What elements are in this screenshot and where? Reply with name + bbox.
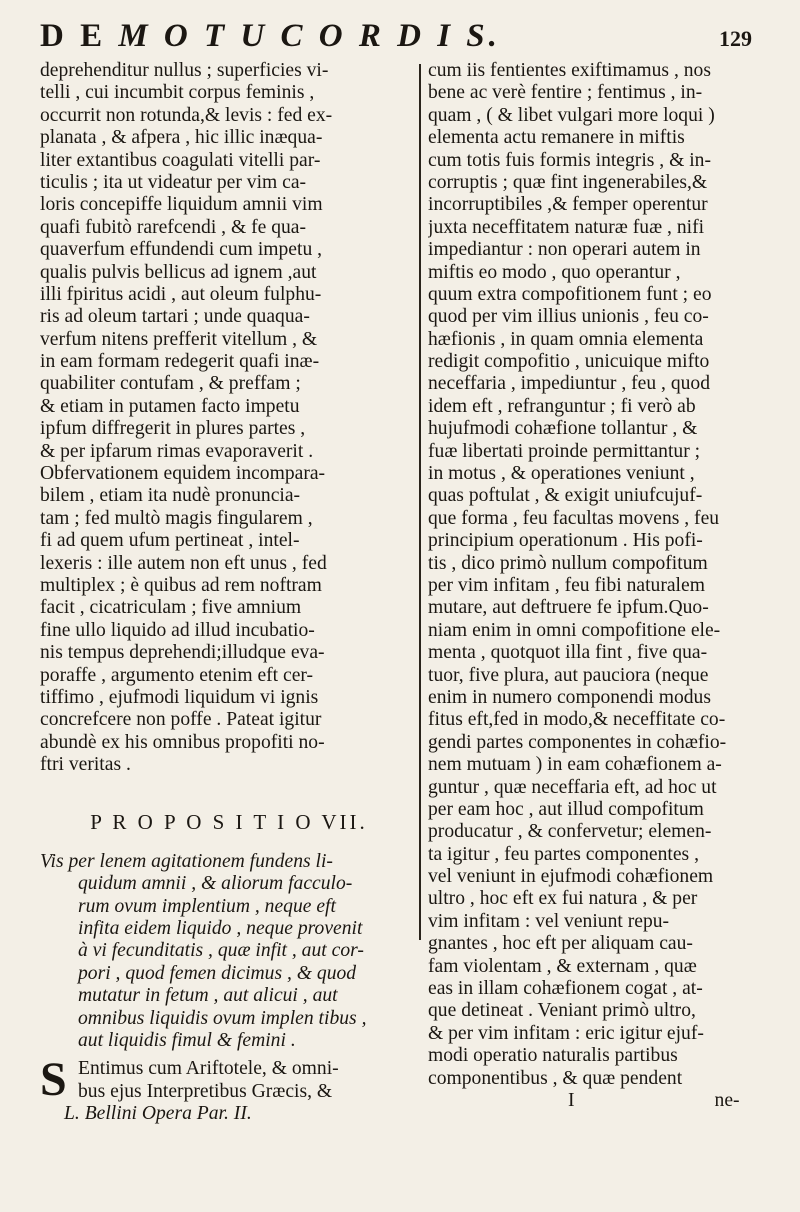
text-line: & per vim infitam : eric igitur ejuf- [428, 1022, 704, 1044]
proposition-line: mutatur in fetum , aut alicui , aut [78, 985, 338, 1007]
proposition-line: omnibus liquidis ovum implen tibus , [78, 1007, 367, 1029]
text-line: fine ullo liquido ad illud incubatio- [40, 619, 315, 641]
text-line: concrefcere non poffe . Pateat igitur [40, 709, 322, 731]
text-line: fuæ libertati proinde permittantur ; [428, 440, 701, 462]
text-line: cum iis fentientes exiftimamus , nos [428, 60, 711, 81]
text-line: vim infitam : vel veniunt repu- [428, 910, 670, 932]
text-line: componentibus , & quæ pendent [428, 1067, 683, 1089]
text-line: qualis pulvis bellicus ad ignem ,aut [40, 261, 317, 283]
text-line: gendi partes componentes in cohæfio- [428, 731, 727, 753]
text-line: facit , cicatriculam ; five amnium [40, 597, 302, 619]
text-line: enim in numero componendi modus [428, 686, 711, 708]
text-line: liter extantibus coagulati vitelli par- [40, 149, 321, 171]
text-line: niam enim in omni compofitione ele- [428, 619, 721, 641]
text-line: quam , ( & libet vulgari more loqui ) [428, 104, 715, 126]
text-line: poraffe , argumento etenim eft cer- [40, 664, 314, 686]
text-line: menta , quotquot illa fint , five qua- [428, 642, 708, 664]
text-line: tiffimo , ejufmodi liquidum vi ignis [40, 686, 319, 708]
left-column [40, 60, 418, 1126]
text-line: multiplex ; è quibus ad rem noftram [40, 574, 322, 596]
text-line: quod per vim illius unionis , feu co- [428, 306, 709, 328]
text-line: Obfervationem equidem incompara- [40, 463, 326, 485]
text-line: occurrit non rotunda,& levis : fed ex- [40, 104, 333, 126]
text-line: idem eft , refranguntur ; fi verò ab [428, 395, 696, 417]
text-line: miftis eo modo , quo operantur , [428, 261, 681, 283]
text-line: lexeris : ille autem non eft unus , fed [40, 552, 327, 574]
text-line: loris concepiffe liquidum amnii vim [40, 194, 323, 216]
text-line: per vim infitam , feu fibi naturalem [428, 574, 705, 596]
text-line: tis , dico primò nullum compofitum [428, 552, 708, 574]
text-line: corruptis ; quæ fint ingenerabiles,& [428, 171, 708, 193]
proposition-statement [40, 851, 418, 1053]
text-line: gnantes , hoc eft per aliquam cau- [428, 933, 693, 955]
catchword-line [428, 1090, 770, 1112]
text-line: ftri veritas . [40, 754, 131, 776]
text-line: quas poftulat , & exigit uniufcujuf- [428, 485, 703, 507]
text-line: producatur , & confervetur; elemen- [428, 821, 712, 843]
text-line: incorruptibiles ,& femper operentur [428, 194, 708, 216]
text-line: modi operatio naturalis partibus [428, 1045, 678, 1067]
text-line: fitus eft,fed in modo,& neceffitate co- [428, 709, 726, 731]
running-title-rest: M O T U C O R D I S. [106, 18, 501, 54]
text-line: que forma , feu facultas movens , feu [428, 507, 720, 529]
text-line: impediantur : non operari autem in [428, 239, 701, 261]
text-line: fi ad quem ufum pertineat , intel- [40, 530, 300, 552]
proposition-line: pori , quod femen dicimus , & quod [78, 962, 357, 984]
text-line: abundè ex his omnibus propofiti no- [40, 731, 325, 753]
proposition-line: quidum amnii , & aliorum facculo- [78, 873, 353, 895]
text-line: que detineat . Veniant primò ultro, [428, 1000, 696, 1022]
text-line: principium operationum . His pofi- [428, 530, 703, 552]
proposition-line: rum ovum implentium , neque eft [78, 895, 336, 917]
text-line: in motus , & operationes veniunt , [428, 463, 695, 485]
text-line: ta igitur , feu partes componentes , [428, 843, 699, 865]
text-line: elementa actu remanere in miftis [428, 127, 685, 149]
text-line: illi fpiritus acidi , aut oleum fulphu- [40, 283, 322, 305]
text-line: quum extra compofitionem funt ; eo [428, 283, 712, 305]
text-line: verfum nitens prefferit vitellum , & [40, 328, 318, 350]
proposition-heading: P R O P O S I T I O VII. [90, 809, 368, 834]
text-line: vel veniunt in ejufmodi cohæfionem [428, 866, 714, 888]
text-line: quafi fubitò rarefcendi , & fe qua- [40, 216, 307, 238]
proposition-line: à vi fecunditatis , quæ infit , aut cor- [78, 940, 364, 962]
proposition-line: Vis per lenem agitationem fundens li- [40, 850, 333, 872]
text-line: fam violentam , & externam , quæ [428, 955, 697, 977]
text-line: ticulis ; ita ut videatur per vim ca- [40, 171, 307, 193]
text-line: ris ad oleum tartari ; unde quaqua- [40, 306, 310, 328]
text-line: juxta neceffitatem naturæ fuæ , nifi [428, 216, 705, 238]
running-title-lead: D E [40, 18, 107, 54]
text-line: bene ac verè fentire ; fentimus , in- [428, 82, 703, 104]
text-line: telli , cui incumbit corpus feminis , [40, 82, 315, 104]
left-column-body [40, 60, 418, 777]
proposition-line: aut liquidis fimul & femini . [78, 1030, 296, 1052]
text-line: & per ipfarum rimas evaporaverit . [40, 440, 314, 462]
catchword: ne- [714, 1089, 740, 1111]
closing-paragraph [40, 1053, 418, 1107]
text-line: quaverfum effundendi cum impetu , [40, 239, 323, 261]
text-line: cum totis fuis formis integris , & in- [428, 149, 711, 171]
text-line: neceffaria , impediuntur , feu , quod [428, 373, 711, 395]
text-line: per eam hoc , aut illud compofitum [428, 798, 704, 820]
text-line: & etiam in putamen facto impetu [40, 395, 300, 417]
closing-lines [40, 1053, 418, 1107]
text-line: ipfum diffregerit in plures partes , [40, 418, 306, 440]
text-line: ultro , hoc eft ex fui natura , & per [428, 888, 698, 910]
text-line: tam ; fed multò magis fingularem , [40, 507, 313, 529]
text-line: quabiliter contufam , & preffam ; [40, 373, 301, 395]
text-line: eas in illam cohæfionem cogat , at- [428, 978, 703, 1000]
text-line: tuor, five plura, aut pauciora (neque [428, 664, 709, 686]
text-line: deprehenditur nullus ; superficies vi- [40, 60, 329, 81]
text-line: redigit compofitio , unicuique mifto [428, 351, 710, 373]
text-line: bus ejus Interpretibus Græcis, & [78, 1080, 333, 1102]
right-column [428, 60, 770, 1112]
column-divider [419, 64, 421, 940]
proposition-line: infita eidem liquido , neque provenit [78, 918, 363, 940]
text-line: guntur , quæ neceffaria eft, ad hoc ut [428, 776, 717, 798]
text-line: nis tempus deprehendi;illudque eva- [40, 642, 325, 664]
page-number: 129 [719, 26, 752, 51]
running-header [40, 18, 760, 62]
footer-signature: L. Bellini Opera Par. II. [64, 1103, 252, 1125]
signature-mark: I [568, 1089, 575, 1111]
right-column-body [428, 60, 770, 1090]
drop-cap-letter: S [40, 1053, 67, 1107]
text-line: hæfionis , in quam omnia elementa [428, 328, 704, 350]
text-line: mutare, aut deftruere fe ipfum.Quo- [428, 597, 709, 619]
text-line: Entimus cum Ariftotele, & omni- [78, 1058, 339, 1080]
text-line: in eam formam redegerit quafi inæ- [40, 351, 320, 373]
text-line: hujufmodi cohæfione tollantur , & [428, 418, 698, 440]
text-line: bilem , etiam ita nudè pronuncia- [40, 485, 301, 507]
running-title [40, 18, 501, 55]
text-line: planata , & afpera , hic illic inæqua- [40, 127, 323, 149]
text-line: nem mutuam ) in eam cohæfionem a- [428, 754, 722, 776]
